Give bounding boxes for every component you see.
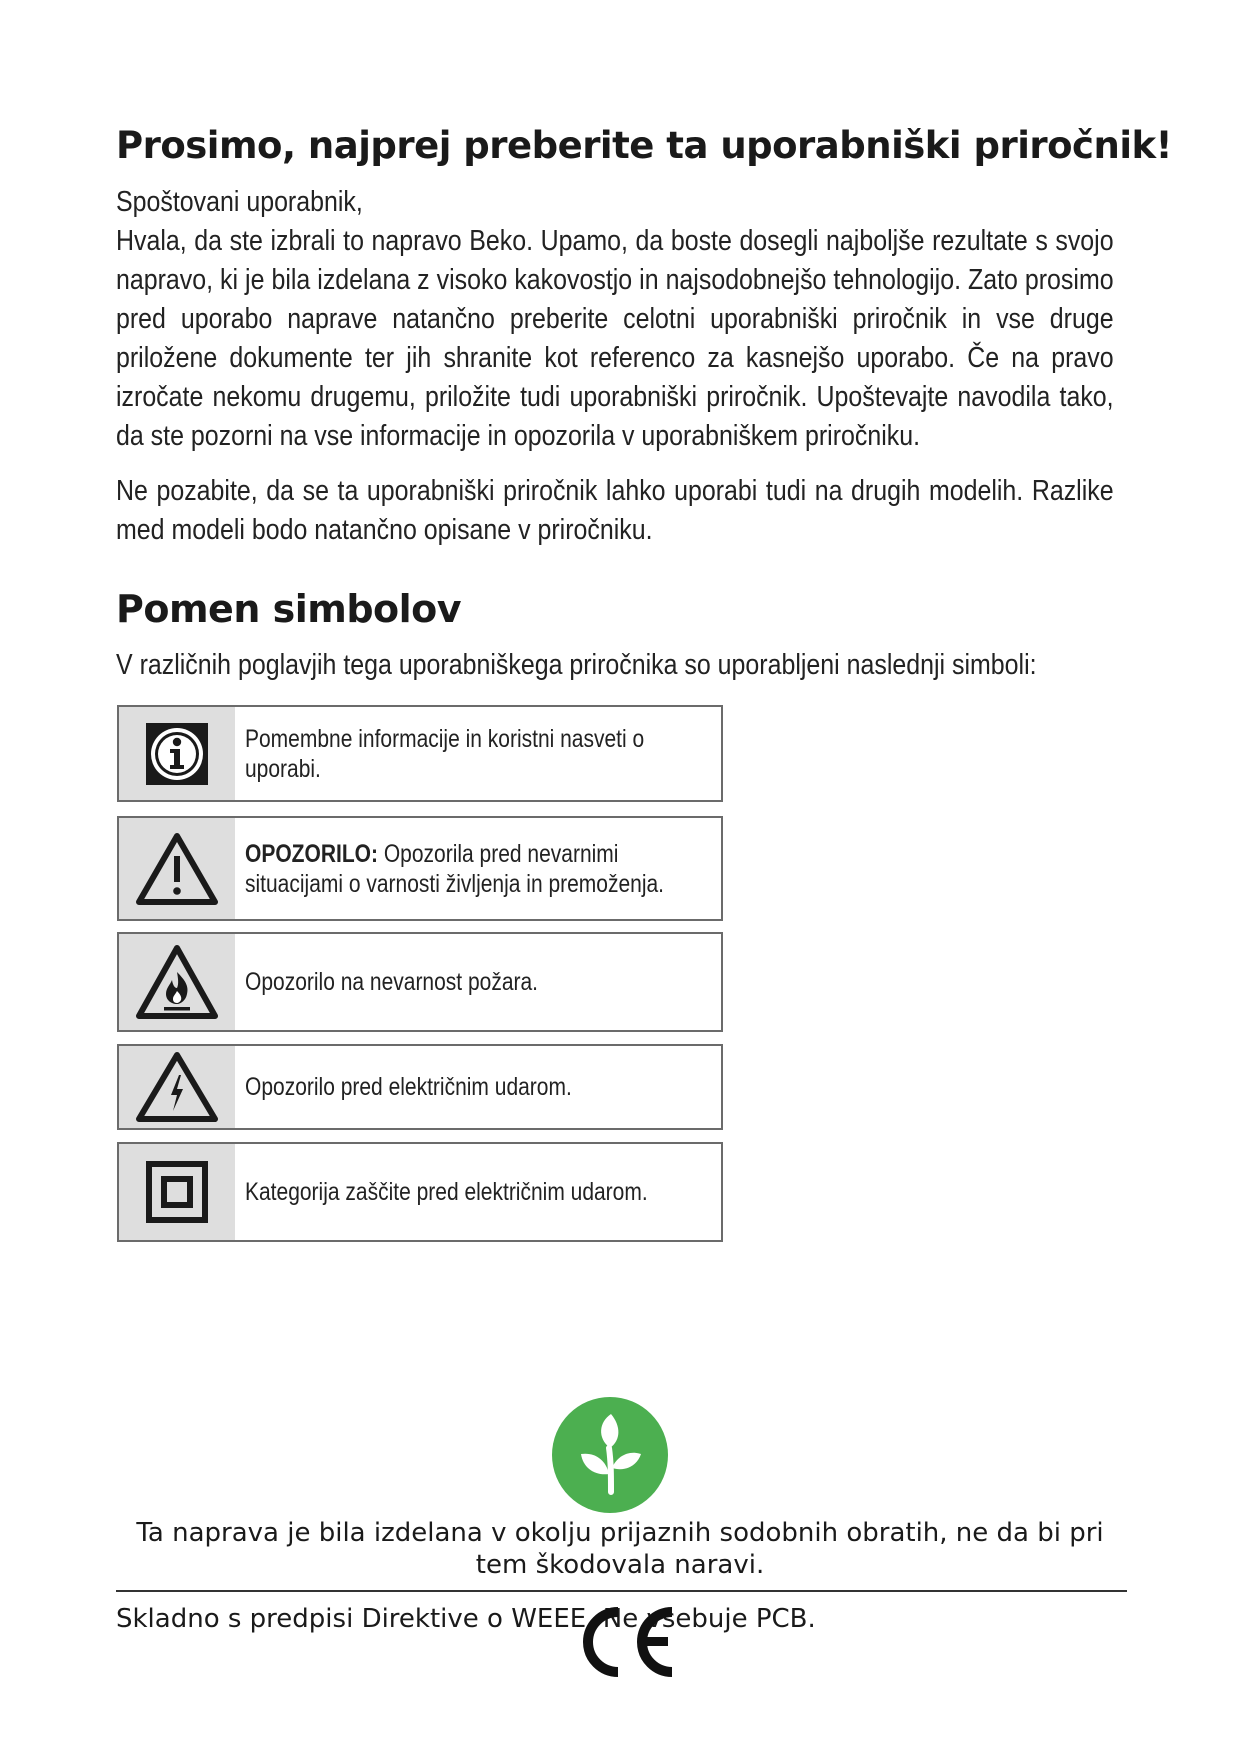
symbols-heading: Pomen simbolov	[116, 587, 462, 631]
ce-mark-icon	[570, 1604, 680, 1680]
intro-paragraph: Hvala, da ste izbrali to napravo Beko. Upamo, da boste dosegli najboljše rezultate s svojo napravo, ki je bila izdelana z visoko kakovostjo in najsodobnejšo tehnologijo. Zato prosimo pred uporabo naprave natančno preberite celotni uporabniški priročnik in vse druge priložene dokumente ter jih shranite kot referenco za kasnejšo uporabo. Če na pravo izročate nekomu drugemu, priložite tudi uporabniški priročnik. Upoštevajte navodila tako, da ste pozorni na vse informacije in opozorila v uporabniškem priročniku.	[116, 225, 1114, 452]
symbol-row	[117, 705, 723, 802]
warning-label: OPOZORILO:	[245, 839, 378, 868]
note-paragraph: Ne pozabite, da se ta uporabniški priročnik lahko uporabi tudi na drugih modelih. Razlike med modeli bodo natančno opisane v priročniku.	[116, 475, 1114, 546]
info-icon	[145, 722, 209, 786]
warning-icon	[135, 832, 219, 906]
electric-shock-icon	[135, 1051, 219, 1123]
symbol-text: Pomembne informacije in koristni nasveti o uporabi.	[245, 724, 645, 783]
symbol-icon-cell	[119, 1046, 235, 1128]
symbol-row	[117, 1142, 723, 1242]
greeting: Spoštovani uporabnik,	[116, 186, 363, 218]
symbols-intro: V različnih poglavjih tega uporabniškega priročnika so uporabljeni naslednji simboli:	[116, 649, 1037, 681]
page-title: Prosimo, najprej preberite ta uporabniški priročnik!	[116, 124, 1172, 167]
divider	[116, 1590, 1127, 1592]
eco-statement: Ta naprava je bila izdelana v okolju prijaznih sodobnih obratih, ne da bi pri tem škodovala naravi.	[136, 1518, 1104, 1580]
symbol-row	[117, 1044, 723, 1130]
fire-hazard-icon	[135, 944, 219, 1020]
symbol-icon-cell	[119, 934, 235, 1030]
symbol-icon-cell	[119, 1144, 235, 1240]
eco-leaf-icon	[551, 1396, 669, 1514]
symbol-text: Kategorija zaščite pred električnim udarom.	[245, 1178, 648, 1206]
symbol-text: Opozorilo na nevarnost požara.	[245, 968, 539, 996]
symbol-text: Opozorila pred nevarnimi situacijami o varnosti življenja in premoženja.	[245, 839, 665, 898]
protection-class-icon	[146, 1161, 208, 1223]
weee-statement: Skladno s predpisi Direktive o WEEE. Ne vsebuje PCB.	[116, 1604, 816, 1634]
symbol-icon-cell	[119, 707, 235, 800]
symbol-text: Opozorilo pred električnim udarom.	[245, 1073, 572, 1101]
symbol-row	[117, 816, 723, 921]
symbol-icon-cell	[119, 818, 235, 919]
symbol-row	[117, 932, 723, 1032]
